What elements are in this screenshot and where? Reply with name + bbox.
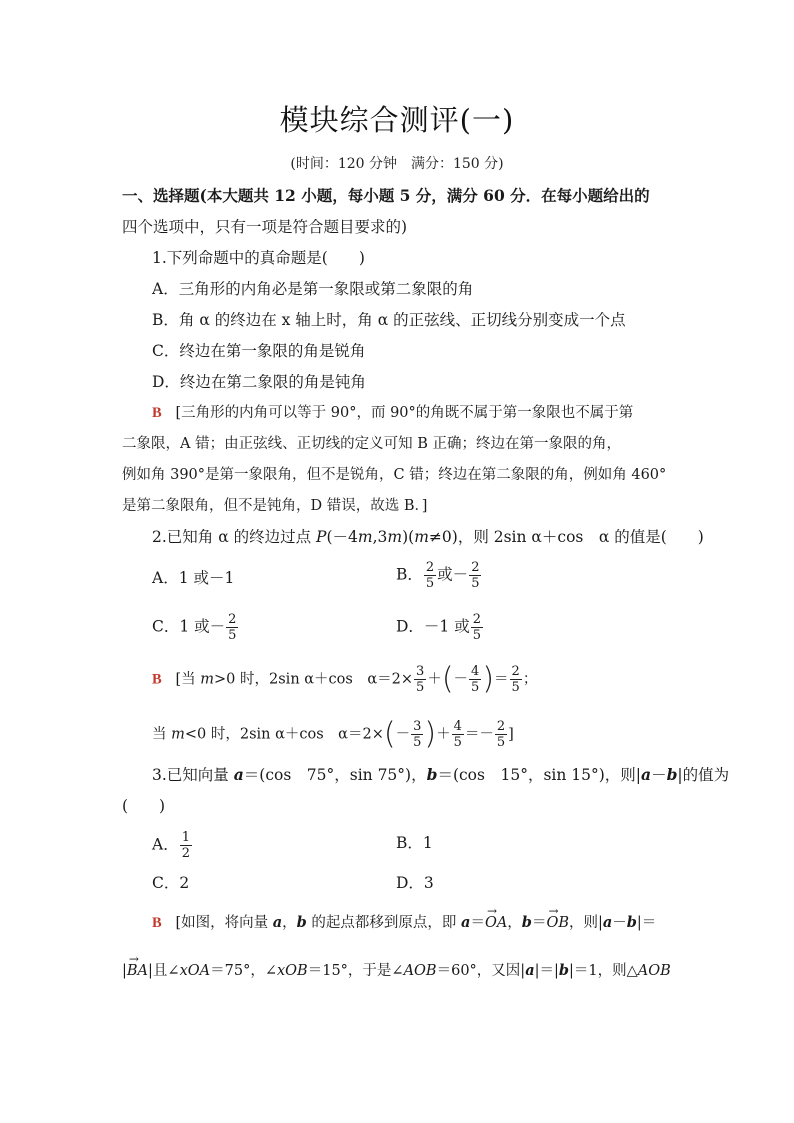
q1-answer: B	[152, 405, 162, 421]
q3-expl1-d: ＝	[470, 915, 485, 931]
triangle-aob: AOB	[637, 963, 671, 979]
vector-a: a	[272, 914, 283, 931]
numerator: 2	[228, 612, 237, 627]
q3-stem-bracket: ( )	[122, 797, 166, 815]
denominator: 5	[471, 576, 480, 591]
fraction	[469, 664, 481, 695]
denominator: 5	[413, 735, 422, 750]
q1-option-b: B．角 α 的终边在 x 轴上时，角 α 的正弦线、正切线分别变成一个点	[152, 311, 626, 329]
q2-sol2-e: ＝－	[464, 726, 494, 743]
q1-option-c: C．终边在第一象限的角是锐角	[152, 342, 366, 360]
q2-var-m: m	[200, 671, 215, 688]
q2-var-m: m	[171, 726, 185, 743]
denominator: 5	[228, 628, 237, 643]
vector-a: a	[602, 914, 613, 931]
q1-expl-text-1: [三角形的内角可以等于 90°，而 90°的角既不属于第一象限也不属于第	[175, 405, 634, 421]
vector-a: a	[641, 765, 652, 784]
q2-sol1-f: ；	[522, 671, 538, 688]
q2-solution-line-1	[152, 661, 538, 697]
q2-var-m: m	[414, 528, 429, 546]
vector-b: b	[666, 765, 678, 784]
q2-stem-g: )(	[402, 528, 415, 546]
q3-explanation-line-1	[152, 912, 656, 934]
q2-stem	[152, 526, 704, 548]
q3-stem	[152, 764, 729, 786]
numerator: 2	[471, 560, 480, 575]
vector-a: a	[525, 962, 535, 979]
q2-sol1-a: [当	[175, 671, 201, 688]
fraction	[180, 830, 192, 861]
q2-sol1-c: ＋	[427, 671, 442, 688]
numerator: 2	[425, 560, 435, 575]
q1-explanation-line-4: 是第二象限角，但不是钝角，D 错误，故选 B．]	[122, 498, 428, 514]
q2-sol1-b: >0 时，2sin α＋cos α＝2×	[214, 671, 414, 688]
section-heading-line-1	[122, 185, 650, 207]
q3-option-b: B．1	[396, 834, 433, 852]
fraction	[471, 612, 483, 643]
q3-stem-d: －	[651, 766, 667, 784]
section-heading: 一、选择题(本大题共 12 小题，每小题 5 分，满分 60 分．在每小题给出的	[122, 186, 650, 205]
q2-var-m: m	[387, 528, 403, 546]
q3-expl2-d: ＝15°，于是∠	[307, 963, 404, 979]
q3-expl1-e: ，	[507, 915, 522, 931]
angle-xoa: xOA	[179, 963, 211, 979]
denominator: 5	[416, 680, 425, 695]
q2-sol2-b: <0 时，2sin α＋cos α＝2×	[184, 726, 384, 743]
q3-stem-a: 3.已知向量	[152, 766, 234, 784]
vector-b: b	[521, 914, 532, 931]
numerator: 1	[181, 830, 190, 845]
vector-oa: → OA	[485, 912, 507, 934]
q3-expl2-g: |＝1，则△	[569, 963, 638, 979]
vector-b: b	[296, 914, 307, 931]
fraction	[414, 664, 426, 695]
q2-stem-a: 2.已知角 α 的终边过点	[152, 528, 317, 546]
q3-expl2-f: |＝|	[534, 963, 559, 979]
denominator: 5	[471, 680, 480, 695]
fraction	[424, 560, 436, 591]
fraction	[510, 664, 522, 695]
q3-expl1-a: [如图，将向量	[175, 915, 273, 931]
q2-optc-label: C．1 或－	[152, 617, 226, 636]
q2-option-b	[396, 560, 482, 591]
denominator: 5	[472, 628, 481, 643]
q3-expl2-a: |	[122, 963, 127, 979]
paren-left: (	[383, 716, 396, 752]
denominator: 5	[496, 735, 506, 750]
q3-expl1-g: ，则|	[568, 915, 603, 931]
q3-expl1-i: |＝	[636, 915, 657, 931]
denominator: 5	[425, 576, 435, 591]
denominator: 5	[511, 680, 520, 695]
numerator: 2	[511, 664, 520, 679]
fraction	[226, 612, 238, 643]
fraction	[452, 719, 464, 750]
q2-sol2-a: 当	[152, 726, 172, 743]
q2-stem-i: ≠0)，则 2sin α＋cos α 的值是( )	[428, 528, 704, 546]
fraction	[469, 560, 481, 591]
q1-option-d: D．终边在第二象限的角是钝角	[152, 373, 366, 391]
q3-explanation-line-2	[122, 960, 671, 982]
q2-optb-label: B．	[396, 565, 423, 584]
q1-stem: 1.下列命题中的真命题是( )	[152, 249, 365, 267]
q3-expl1-b: ，	[282, 915, 297, 931]
q2-sol2-c: －	[395, 726, 411, 743]
q1-explanation-line-3: 例如角 390°是第一象限角，但不是锐角，C 错；终边在第二象限的角，例如角 460°	[122, 467, 667, 483]
q3-option-d: D．3	[396, 874, 434, 892]
page-title: 模块综合测评(一)	[279, 103, 515, 137]
numerator: 3	[413, 719, 422, 734]
q3-expl2-b: |且∠	[148, 963, 180, 979]
q3-expl1-c: 的起点都移到原点，即	[306, 915, 462, 931]
q3-opta-label: A．	[152, 835, 179, 854]
vector-a: a	[461, 914, 471, 931]
q3-answer: B	[152, 915, 162, 931]
vector-ba: → BA	[127, 960, 148, 982]
numerator: 4	[453, 719, 462, 734]
numerator: 4	[471, 664, 480, 679]
q3-stem-c: ＝(cos 15°，sin 15°)，则|	[437, 766, 642, 784]
q3-expl1-h: －	[612, 915, 627, 931]
q3-expl2-c: ＝75°，∠	[210, 963, 277, 979]
denominator: 2	[181, 846, 190, 861]
q2-option-c	[152, 612, 239, 643]
q3-expl1-f: ＝	[531, 915, 547, 931]
fraction	[411, 719, 423, 750]
vector-b: b	[426, 765, 438, 784]
paren-right: )	[424, 716, 437, 752]
q2-stem-e: ,3	[372, 528, 388, 546]
q2-optb-mid: 或－	[437, 565, 469, 584]
numerator: 2	[472, 612, 481, 627]
q2-sol1-e: ＝	[494, 671, 509, 688]
paren-left: (	[441, 661, 454, 697]
section-heading-line-2: 四个选项中，只有一项是符合题目要求的)	[122, 218, 408, 236]
denominator: 5	[453, 735, 462, 750]
numerator: 3	[416, 664, 425, 679]
q1-explanation-line-1	[152, 402, 633, 424]
q2-answer: B	[152, 671, 162, 688]
angle-aob: AOB	[403, 963, 437, 979]
exam-info: (时间：120 分钟 满分：150 分)	[290, 156, 504, 172]
q2-solution-line-2	[152, 716, 514, 752]
vector-a: a	[233, 765, 244, 784]
q2-sol2-d: ＋	[436, 726, 451, 743]
q2-stem-c: (－4	[326, 528, 358, 546]
q3-stem-b: ＝(cos 75°，sin 75°)，	[243, 766, 427, 784]
fraction	[495, 719, 507, 750]
q2-var-m: m	[357, 528, 373, 546]
q2-optd-label: D．－1 或	[396, 617, 470, 636]
q2-option-a: A．1 或－1	[152, 569, 235, 587]
q2-point-p: P	[316, 528, 327, 546]
vector-ob: → OB	[546, 912, 569, 934]
q1-option-a: A．三角形的内角必是第一象限或第二象限的角	[152, 280, 474, 298]
vector-b: b	[626, 914, 637, 931]
q2-option-d	[396, 612, 484, 643]
q1-explanation-line-2: 二象限，A 错；由正弦线、正切线的定义可知 B 正确；终边在第一象限的角，	[122, 436, 621, 452]
angle-xob: xOB	[276, 963, 308, 979]
q2-sol1-d: －	[453, 671, 469, 688]
q3-expl2-e: ＝60°，又因|	[436, 963, 526, 979]
q2-sol2-f: ]	[508, 726, 514, 743]
q3-stem-e: |的值为	[677, 766, 730, 784]
q3-option-c: C．2	[152, 874, 190, 892]
vector-b: b	[558, 962, 570, 979]
q3-option-a	[152, 830, 193, 861]
paren-right: )	[482, 661, 495, 697]
numerator: 2	[496, 719, 506, 734]
